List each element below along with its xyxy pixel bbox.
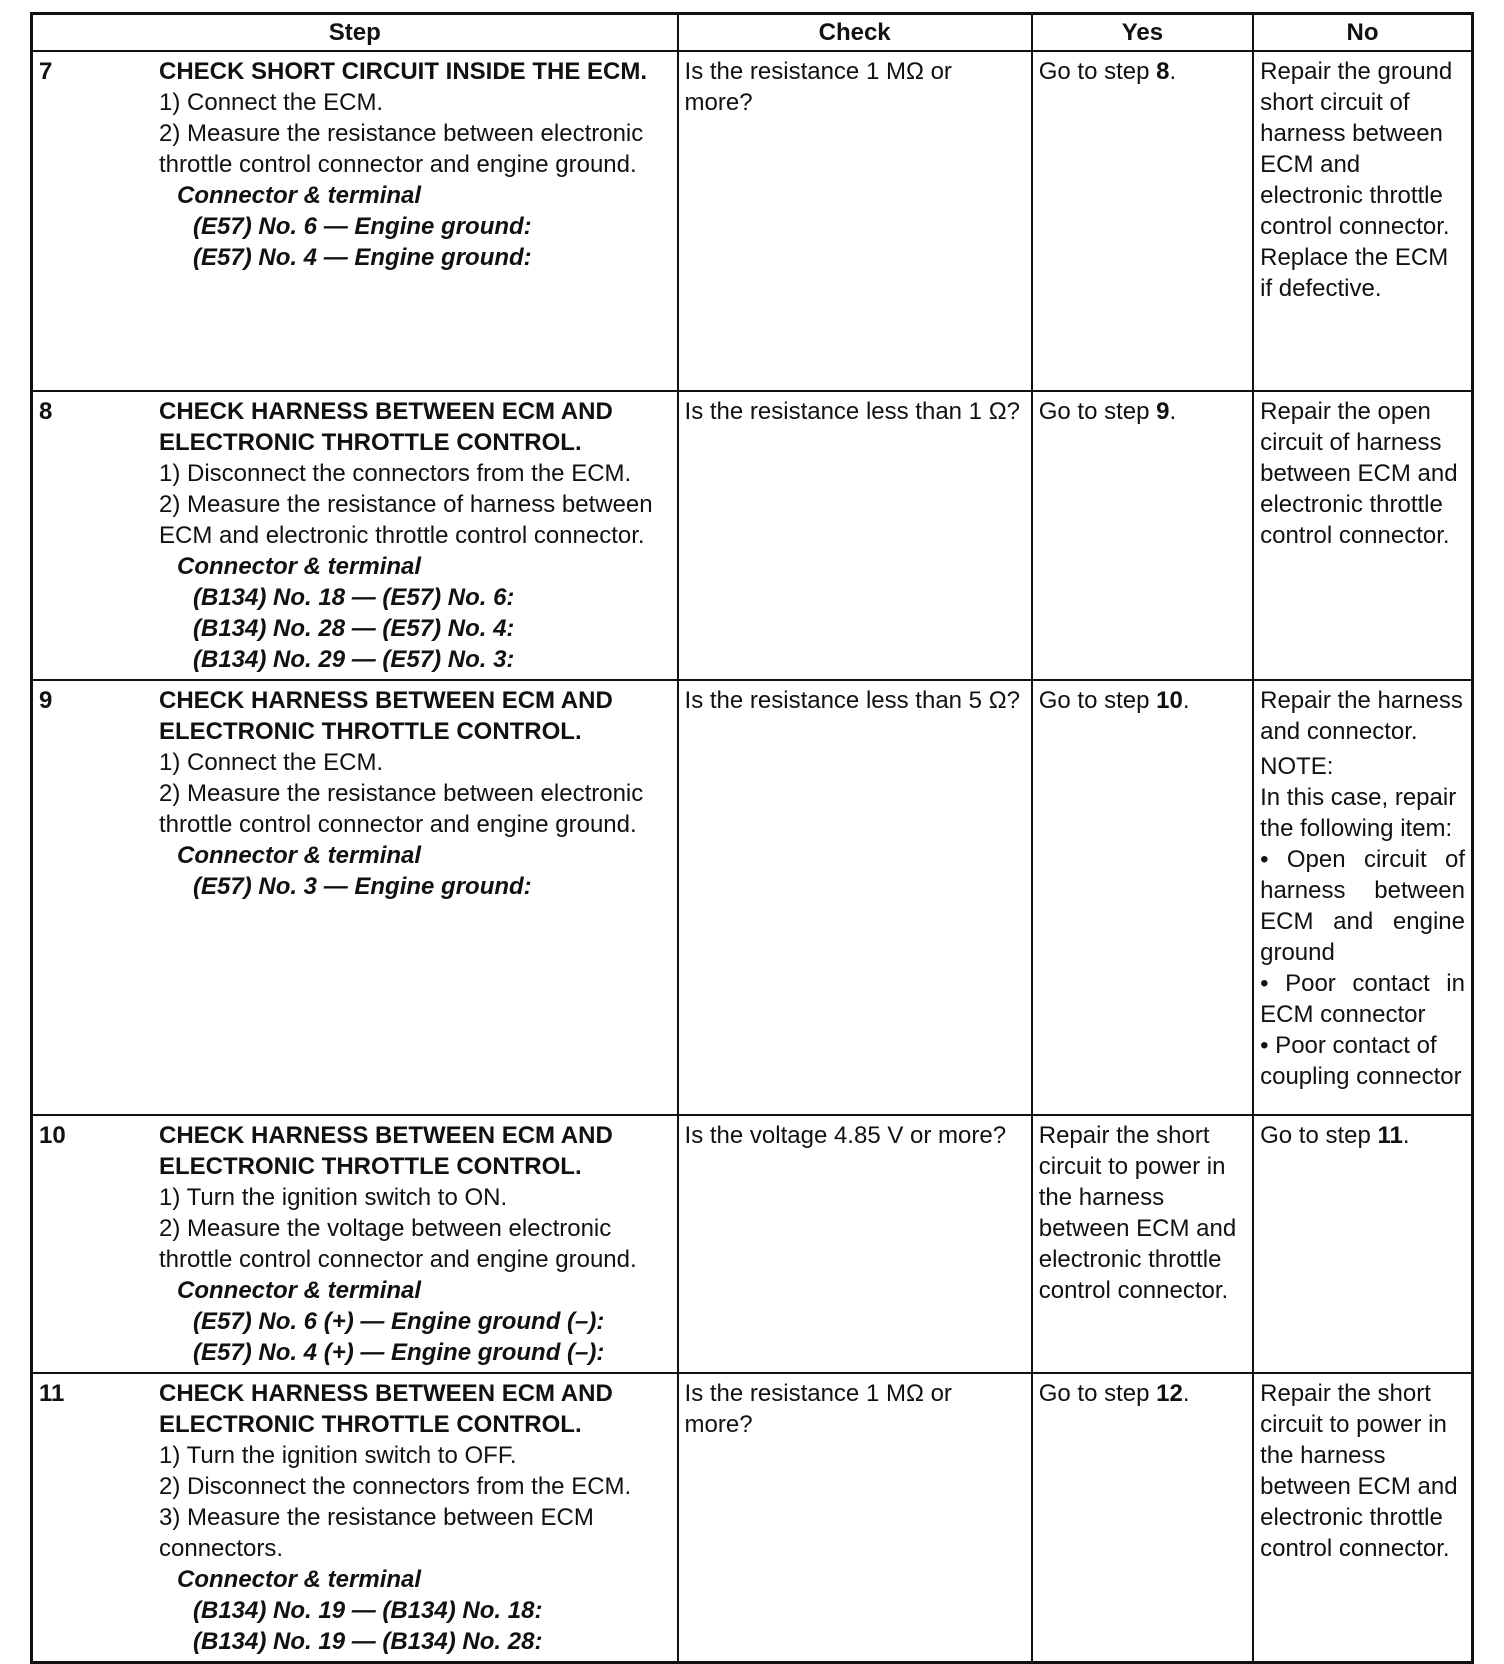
step-instruction: 1) Disconnect the connectors from the ECM. bbox=[159, 460, 632, 487]
step-title: CHECK HARNESS BETWEEN ECM AND ELECTRONIC THROTTLE CONTROL. bbox=[159, 398, 613, 456]
step-cell bbox=[32, 1115, 678, 1373]
step-instruction: 1) Turn the ignition switch to ON. bbox=[159, 1184, 508, 1211]
yes-text: Go to step bbox=[1038, 398, 1157, 425]
step-instruction: 2) Measure the resistance between electronic throttle control connector and engine ground. bbox=[159, 780, 644, 838]
step-body bbox=[159, 56, 667, 273]
no-text: Repair the harness and connector. bbox=[1260, 687, 1463, 745]
note-item: • Poor contact of coupling connector bbox=[1260, 1032, 1462, 1090]
table-row bbox=[32, 680, 1473, 1115]
step-cell bbox=[32, 1373, 678, 1663]
terminal-spec: (B134) No. 19 — (B134) No. 18: bbox=[193, 1597, 543, 1624]
header-yes: Yes bbox=[1032, 14, 1253, 52]
step-number: 8 bbox=[39, 398, 53, 425]
step-title: CHECK HARNESS BETWEEN ECM AND ELECTRONIC THROTTLE CONTROL. bbox=[159, 1380, 613, 1438]
step-body bbox=[159, 396, 667, 675]
step-instruction: 3) Measure the resistance between ECM connectors. bbox=[159, 1504, 594, 1562]
no-text: Go to step bbox=[1260, 1122, 1378, 1149]
step-number: 7 bbox=[39, 58, 53, 85]
step-cell bbox=[32, 51, 678, 391]
connector-terminal-label: Connector & terminal bbox=[177, 1566, 422, 1593]
step-instruction: 2) Measure the resistance between electronic throttle control connector and engine ground. bbox=[159, 120, 644, 178]
yes-cell: Repair the short circuit to power in the harness between ECM and electronic throttle control connector. bbox=[1032, 1115, 1253, 1373]
no-cell bbox=[1253, 680, 1472, 1115]
note-item: • Poor contact in ECM connector bbox=[1260, 970, 1465, 1028]
yes-suffix: . bbox=[1182, 1380, 1190, 1407]
yes-cell bbox=[1032, 391, 1253, 680]
yes-step-number: 12 bbox=[1156, 1380, 1183, 1407]
no-cell bbox=[1253, 1115, 1472, 1373]
connector-terminal-label: Connector & terminal bbox=[177, 842, 422, 869]
step-body bbox=[159, 685, 667, 902]
step-title: CHECK HARNESS BETWEEN ECM AND ELECTRONIC THROTTLE CONTROL. bbox=[159, 687, 613, 745]
no-suffix: . bbox=[1402, 1122, 1410, 1149]
check-cell: Is the resistance 1 MΩ or more? bbox=[678, 1373, 1032, 1663]
terminal-spec: (E57) No. 3 — Engine ground: bbox=[193, 873, 532, 900]
note-intro: In this case, repair the following item: bbox=[1260, 784, 1457, 842]
connector-terminal-label: Connector & terminal bbox=[177, 182, 422, 209]
yes-step-number: 10 bbox=[1156, 687, 1183, 714]
note-label: NOTE: bbox=[1260, 753, 1334, 780]
step-instruction: 1) Connect the ECM. bbox=[159, 749, 384, 776]
table-row bbox=[32, 1373, 1473, 1663]
yes-suffix: . bbox=[1182, 687, 1190, 714]
step-title: CHECK HARNESS BETWEEN ECM AND ELECTRONIC THROTTLE CONTROL. bbox=[159, 1122, 613, 1180]
note-item: • Open circuit of harness between ECM and engine ground bbox=[1260, 846, 1465, 966]
no-step-number: 11 bbox=[1377, 1122, 1403, 1149]
yes-cell bbox=[1032, 51, 1253, 391]
yes-suffix: . bbox=[1169, 398, 1177, 425]
yes-text: Go to step bbox=[1038, 687, 1157, 714]
table-header-row bbox=[32, 14, 1473, 52]
step-cell bbox=[32, 680, 678, 1115]
header-no: No bbox=[1253, 14, 1472, 52]
connector-terminal-label: Connector & terminal bbox=[177, 1277, 422, 1304]
terminal-spec: (E57) No. 6 — Engine ground: bbox=[193, 213, 532, 240]
terminal-spec: (E57) No. 4 (+) — Engine ground (–): bbox=[193, 1339, 605, 1366]
table-row bbox=[32, 1115, 1473, 1373]
step-instruction: 2) Measure the voltage between electronic throttle control connector and engine ground. bbox=[159, 1215, 637, 1273]
yes-cell bbox=[1032, 680, 1253, 1115]
check-cell: Is the voltage 4.85 V or more? bbox=[678, 1115, 1032, 1373]
step-instruction: 1) Turn the ignition switch to OFF. bbox=[159, 1442, 517, 1469]
step-number: 11 bbox=[39, 1380, 65, 1407]
step-body bbox=[159, 1120, 667, 1368]
terminal-spec: (B134) No. 18 — (E57) No. 6: bbox=[193, 584, 515, 611]
check-cell: Is the resistance less than 5 Ω? bbox=[678, 680, 1032, 1115]
connector-terminal-label: Connector & terminal bbox=[177, 553, 422, 580]
step-cell bbox=[32, 391, 678, 680]
table-row bbox=[32, 51, 1473, 391]
step-body bbox=[159, 1378, 667, 1657]
step-number: 9 bbox=[39, 687, 53, 714]
step-instruction: 2) Disconnect the connectors from the ECM. bbox=[159, 1473, 632, 1500]
no-cell: Repair the open circuit of harness between ECM and electronic throttle control connector. bbox=[1253, 391, 1472, 680]
yes-step-number: 9 bbox=[1156, 398, 1170, 425]
table-row bbox=[32, 391, 1473, 680]
terminal-spec: (B134) No. 28 — (E57) No. 4: bbox=[193, 615, 515, 642]
header-check: Check bbox=[678, 14, 1032, 52]
no-cell: Repair the ground short circuit of harness between ECM and electronic throttle control connector. Replace the ECM if defective. bbox=[1253, 51, 1472, 391]
terminal-spec: (B134) No. 29 — (E57) No. 3: bbox=[193, 646, 515, 673]
check-cell: Is the resistance 1 MΩ or more? bbox=[678, 51, 1032, 391]
check-cell: Is the resistance less than 1 Ω? bbox=[678, 391, 1032, 680]
step-instruction: 2) Measure the resistance of harness between ECM and electronic throttle control connector. bbox=[159, 491, 653, 549]
step-title: CHECK SHORT CIRCUIT INSIDE THE ECM. bbox=[159, 58, 648, 85]
yes-step-number: 8 bbox=[1156, 58, 1170, 85]
terminal-spec: (E57) No. 6 (+) — Engine ground (–): bbox=[193, 1308, 605, 1335]
header-step: Step bbox=[32, 14, 678, 52]
step-number: 10 bbox=[39, 1122, 66, 1149]
terminal-spec: (B134) No. 19 — (B134) No. 28: bbox=[193, 1628, 543, 1655]
step-instruction: 1) Connect the ECM. bbox=[159, 89, 384, 116]
terminal-spec: (E57) No. 4 — Engine ground: bbox=[193, 244, 532, 271]
yes-cell bbox=[1032, 1373, 1253, 1663]
yes-text: Go to step bbox=[1038, 58, 1157, 85]
yes-text: Go to step bbox=[1038, 1380, 1157, 1407]
yes-suffix: . bbox=[1169, 58, 1177, 85]
no-cell: Repair the short circuit to power in the harness between ECM and electronic throttle control connector. bbox=[1253, 1373, 1472, 1663]
diagnostic-table bbox=[30, 12, 1474, 1664]
